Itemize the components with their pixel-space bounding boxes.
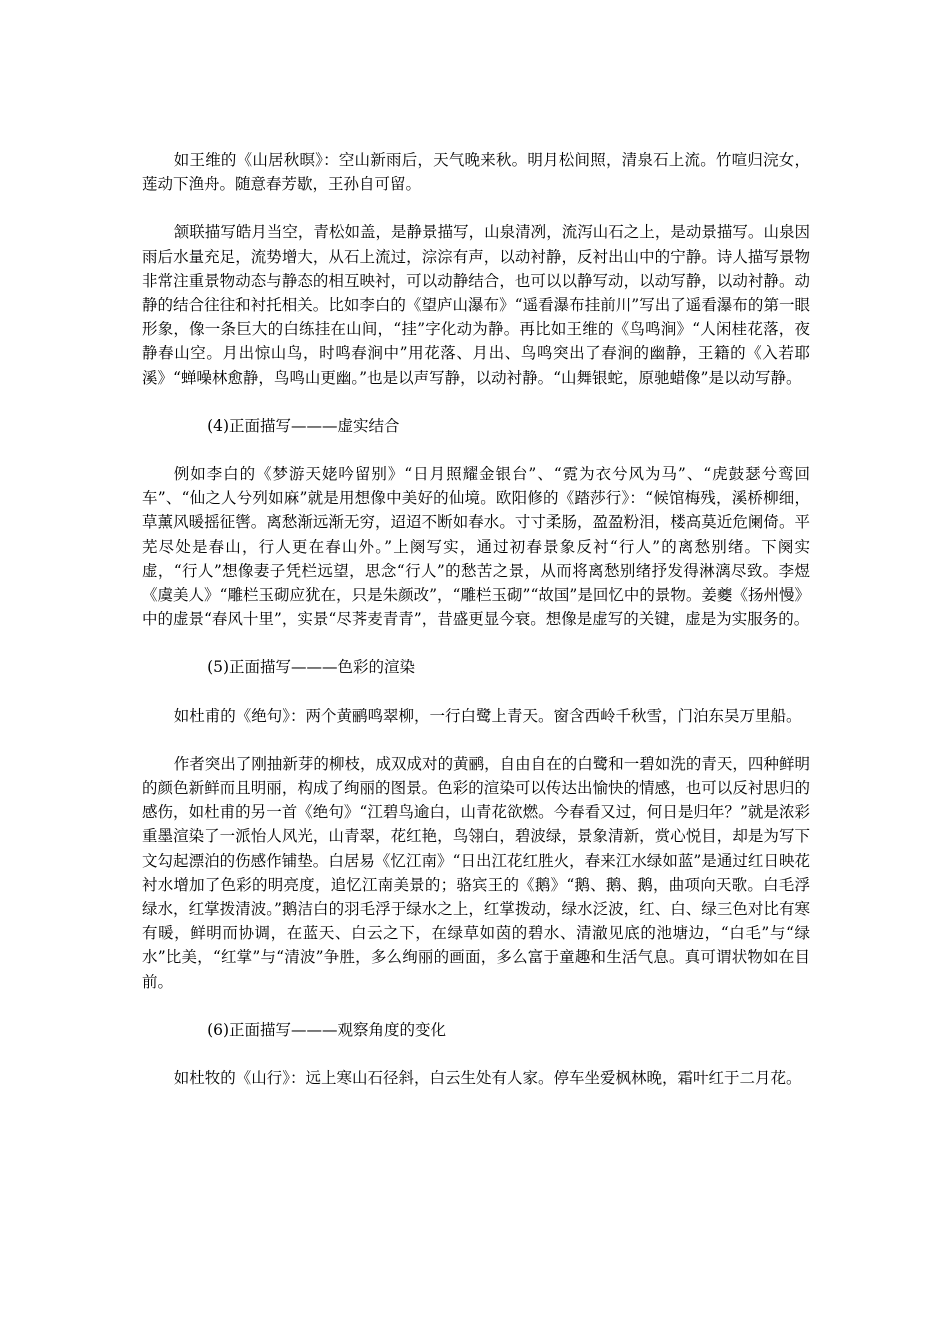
paragraph-dongjing-analysis: 颔联描写皓月当空，青松如盖，是静景描写，山泉清冽，流泻山石之上，是动景描写。山泉因雨后水量充足，流势增大，从石上流过，淙淙有声，以动衬静，反衬出山中的宁静。诗人描写景物非常注重景物动态与静态的相互映衬，可以动静结合，也可以以静写动，以动写静，以动衬静。动静的结合往往和衬托相关。比如李白的《望庐山瀑布》“遥看瀑布挂前川”写出了遥看瀑布的第一眼形象，像一条巨大的白练挂在山间，“挂”字化动为静。再比如王维的《鸟鸣涧》“人闲桂花落，夜静春山空。月出惊山鸟，时鸣春涧中”用花落、月出、鸟鸣突出了春涧的幽静，王籍的《入若耶溪》“蝉噪林愈静，鸟鸣山更幽。”也是以声写静，以动衬静。“山舞银蛇，原驰蜡像”是以动写静。: [142, 223, 810, 387]
paragraph-secai-analysis: 作者突出了刚抽新芽的柳枝，成双成对的黄鹂，自由自在的白鹭和一碧如洗的青天，四种鲜明的颜色新鲜而且明丽，构成了绚丽的图景。色彩的渲染可以传达出愉快的情感，也可以反衬思归的感伤，如杜甫的另一首《绝句》“江碧鸟逾白，山青花欲燃。今春看又过，何日是归年？”就是浓彩重墨渲染了一派怡人风光，山青翠，花红艳，鸟翎白，碧波绿，景象清新，赏心悦目，却是为写下文勾起漂泊的伤感作铺垫。白居易《忆江南》“日出江花红胜火，春来江水绿如蓝”是通过红日映花衬水增加了色彩的明亮度，追忆江南美景的；骆宾王的《鹅》“鹅、鹅、鹅，曲项向天歌。白毛浮绿水，红掌拨清波。”鹅洁白的羽毛浮于绿水之上，红掌拨动，绿水泛波，红、白、绿三色对比有寒有暖，鲜明而协调，在蓝天、白云之下，在绿草如茵的碧水、清澈见底的池塘边，“白毛”与“绿水”比美，“红掌”与“清波”争胜，多么绚丽的画面，多么富于童趣和生活气息。真可谓状物如在目前。: [142, 754, 810, 991]
section-heading-xushi: (4)正面描写———虚实结合: [207, 416, 400, 435]
paragraph-xushi-analysis: 例如李白的《梦游天姥吟留别》“日月照耀金银台”、“霓为衣兮风为马”、“虎鼓瑟兮鸾回车”、“仙之人兮列如麻”就是用想像中美好的仙境。欧阳修的《踏莎行》：“候馆梅残，溪桥柳细，草薰风暖摇征辔。离愁渐远渐无穷，迢迢不断如春水。寸寸柔肠，盈盈粉泪，楼高莫近危阑倚。平芜尽处是春山，行人更在春山外。”上阕写实，通过初春景象反衬“行人”的离愁别绪。下阕实虚，“行人”想像妻子凭栏远望，思念“行人”的愁苦之景，从而将离愁别绪抒发得淋漓尽致。李煜《虞美人》“雕栏玉砌应犹在，只是朱颜改”，“雕栏玉砌”“故国”是回忆中的景物。姜夔《扬州慢》中的虚景“春风十里”，实景“尽荠麦青青”，昔盛更显今衰。想像是虚写的关键，虚是为实服务的。: [142, 465, 810, 629]
paragraph-gap: [142, 196, 810, 220]
paragraph-shanxing-poem: 如杜牧的《山行》：远上寒山石径斜，白云生处有人家。停车坐爱枫林晚，霜叶红于二月花。: [173, 1069, 802, 1088]
paragraph-gap: [142, 994, 810, 1018]
paragraph-gap: [142, 1042, 810, 1066]
paragraph-jueju-poem: 如杜甫的《绝句》：两个黄鹂鸣翠柳，一行白鹭上青天。窗含西岭千秋雪，门泊东吴万里船。: [173, 706, 802, 725]
document-body: [142, 148, 810, 1090]
paragraph-gap: [142, 680, 810, 704]
paragraph-gap: [142, 631, 810, 655]
section-heading-jiaodu: (6)正面描写———观察角度的变化: [207, 1020, 447, 1039]
paragraph-shanju-qiuming-poem: 如王维的《山居秋暝》：空山新雨后，天气晚来秋。明月松间照，清泉石上流。竹喧归浣女，莲动下渔舟。随意春芳歇，王孙自可留。: [142, 151, 810, 194]
paragraph-gap: [142, 728, 810, 752]
paragraph-gap: [142, 438, 810, 462]
section-heading-secai: (5)正面描写———色彩的渲染: [207, 658, 416, 677]
paragraph-gap: [142, 390, 810, 414]
